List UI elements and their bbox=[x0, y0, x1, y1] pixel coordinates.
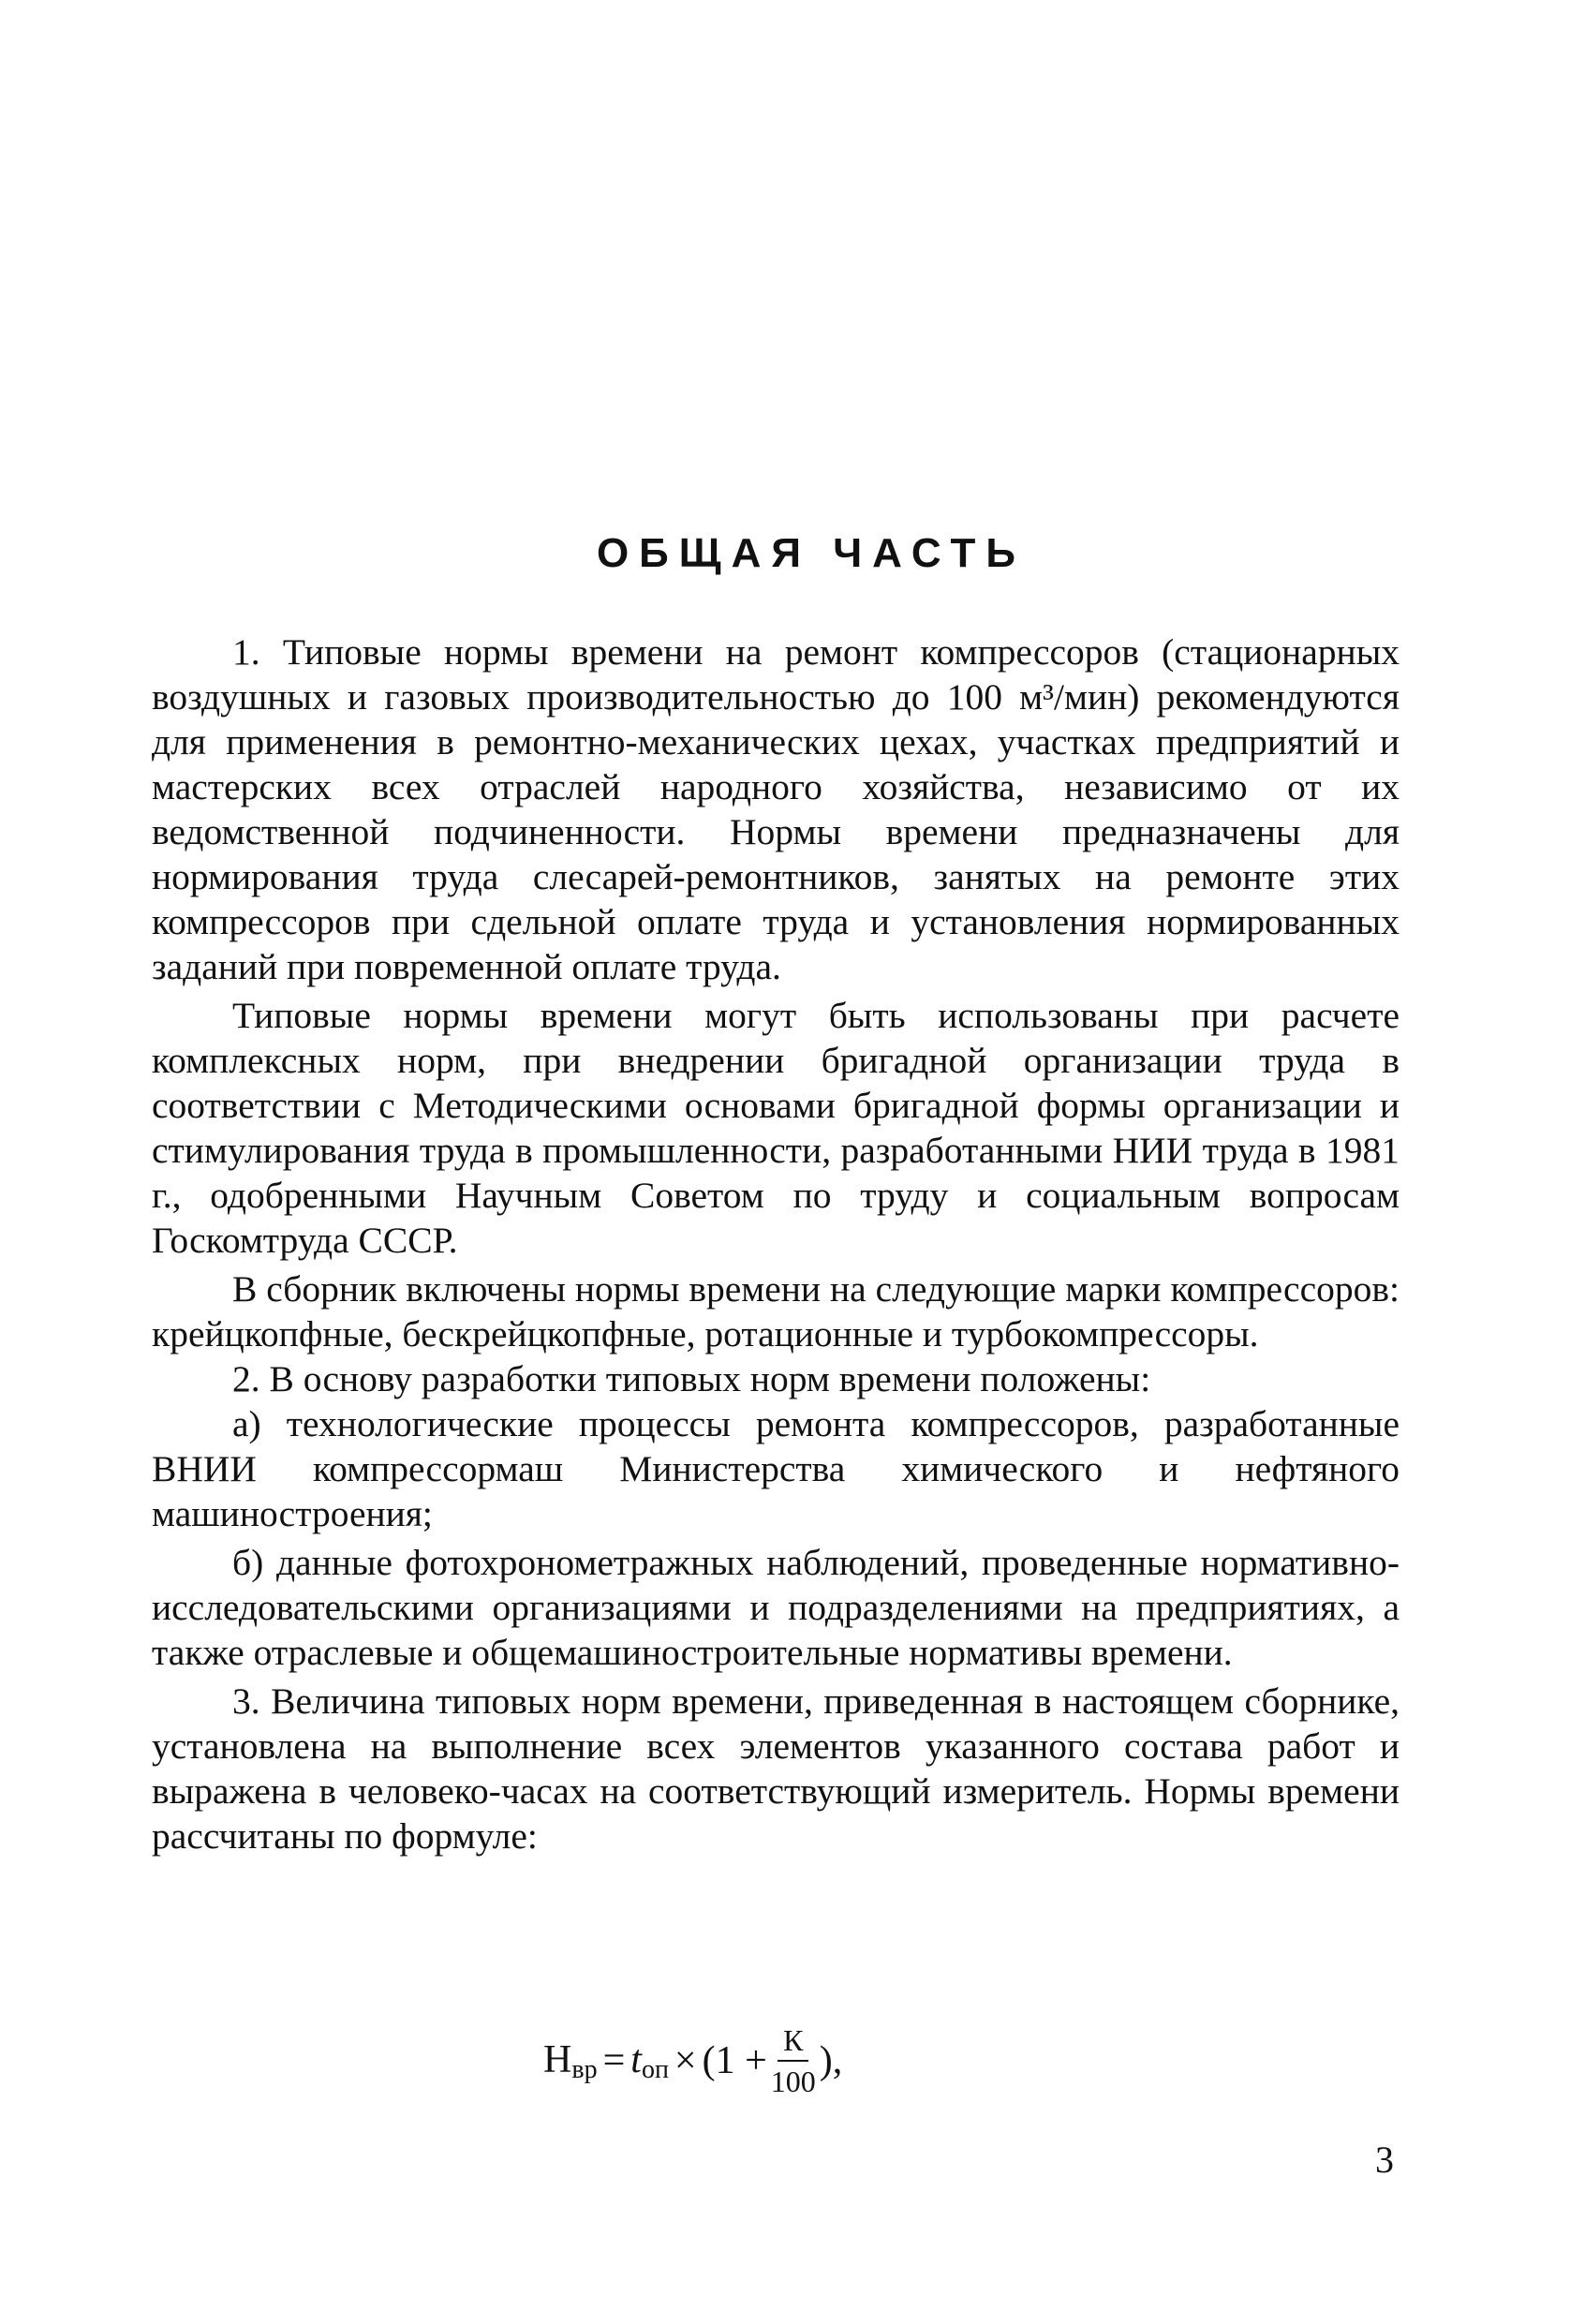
formula-open: (1 + bbox=[702, 2039, 767, 2082]
formula-fraction bbox=[771, 2022, 816, 2099]
section-heading: ОБЩАЯ ЧАСТЬ bbox=[596, 530, 1027, 576]
formula-lhs-symbol: Н bbox=[543, 2037, 572, 2081]
formula-numerator: К bbox=[778, 2022, 808, 2062]
paragraph-2: Типовые нормы времени могут быть использованы при расчете комплексных норм, при внедрении бригадной организации труда в соответствии с Методическими основами бригадной формы организации и стимулирования труда в промышленности, разработанными НИИ труда в 1981 г., одобренными Научным Советом по труду и социальным вопросам Госкомтруда СССР. bbox=[152, 995, 1400, 1261]
formula-times: × bbox=[674, 2039, 697, 2082]
paragraph-3: В сборник включены нормы времени на следующие марки компрессоров: крейцкопфные, бескрейцкопфные, ротационные и турбокомпрессоры. bbox=[152, 1268, 1400, 1354]
formula-equals: = bbox=[602, 2039, 626, 2082]
paragraph-5: а) технологические процессы ремонта компрессоров, разработанные ВНИИ компрессормаш Министерства химического и нефтяного машиностроения; bbox=[152, 1403, 1400, 1534]
formula-close: ), bbox=[819, 2039, 843, 2082]
formula-lhs-subscript: вр bbox=[571, 2054, 598, 2084]
formula-lhs bbox=[543, 2037, 598, 2085]
paragraph-1: 1. Типовые нормы времени на ремонт компрессоров (стационарных воздушных и газовых производительностью до 100 м³/мин) рекомендуются для применения в ремонтно-механических цехах, участках предприятий и мастерских всех отраслей народного хозяйства, независимо от их ведомственной подчиненности. Нормы времени предназначены для нормирования труда слесарей-ремонтников, занятых на ремонте этих компрессоров при сдельной оплате труда и установления нормированных заданий при повременной оплате труда. bbox=[152, 631, 1400, 987]
formula-t bbox=[630, 2037, 669, 2085]
paragraph-4: 2. В основу разработки типовых норм времени положены: bbox=[232, 1358, 1151, 1399]
paragraph-6: б) данные фотохронометражных наблюдений, проведенные нормативно-исследовательскими организациями и подразделениями на предприятиях, а также отраслевые и общемашиностроительные нормативы времени. bbox=[152, 1542, 1400, 1673]
formula-t-subscript: оп bbox=[641, 2054, 669, 2084]
page-number: 3 bbox=[1375, 2139, 1394, 2181]
formula-t-symbol: t bbox=[630, 2037, 642, 2081]
formula-denominator: 100 bbox=[770, 2065, 816, 2098]
body-text bbox=[152, 629, 1400, 1858]
time-norm-formula bbox=[543, 2005, 1068, 2117]
paragraph-7: 3. Величина типовых норм времени, приведенная в настоящем сборнике, установлена на выполнение всех элементов указанного состава работ и выражена в человеко-часах на соответствующий измеритель. Нормы времени рассчитаны по формуле: bbox=[152, 1680, 1400, 1857]
